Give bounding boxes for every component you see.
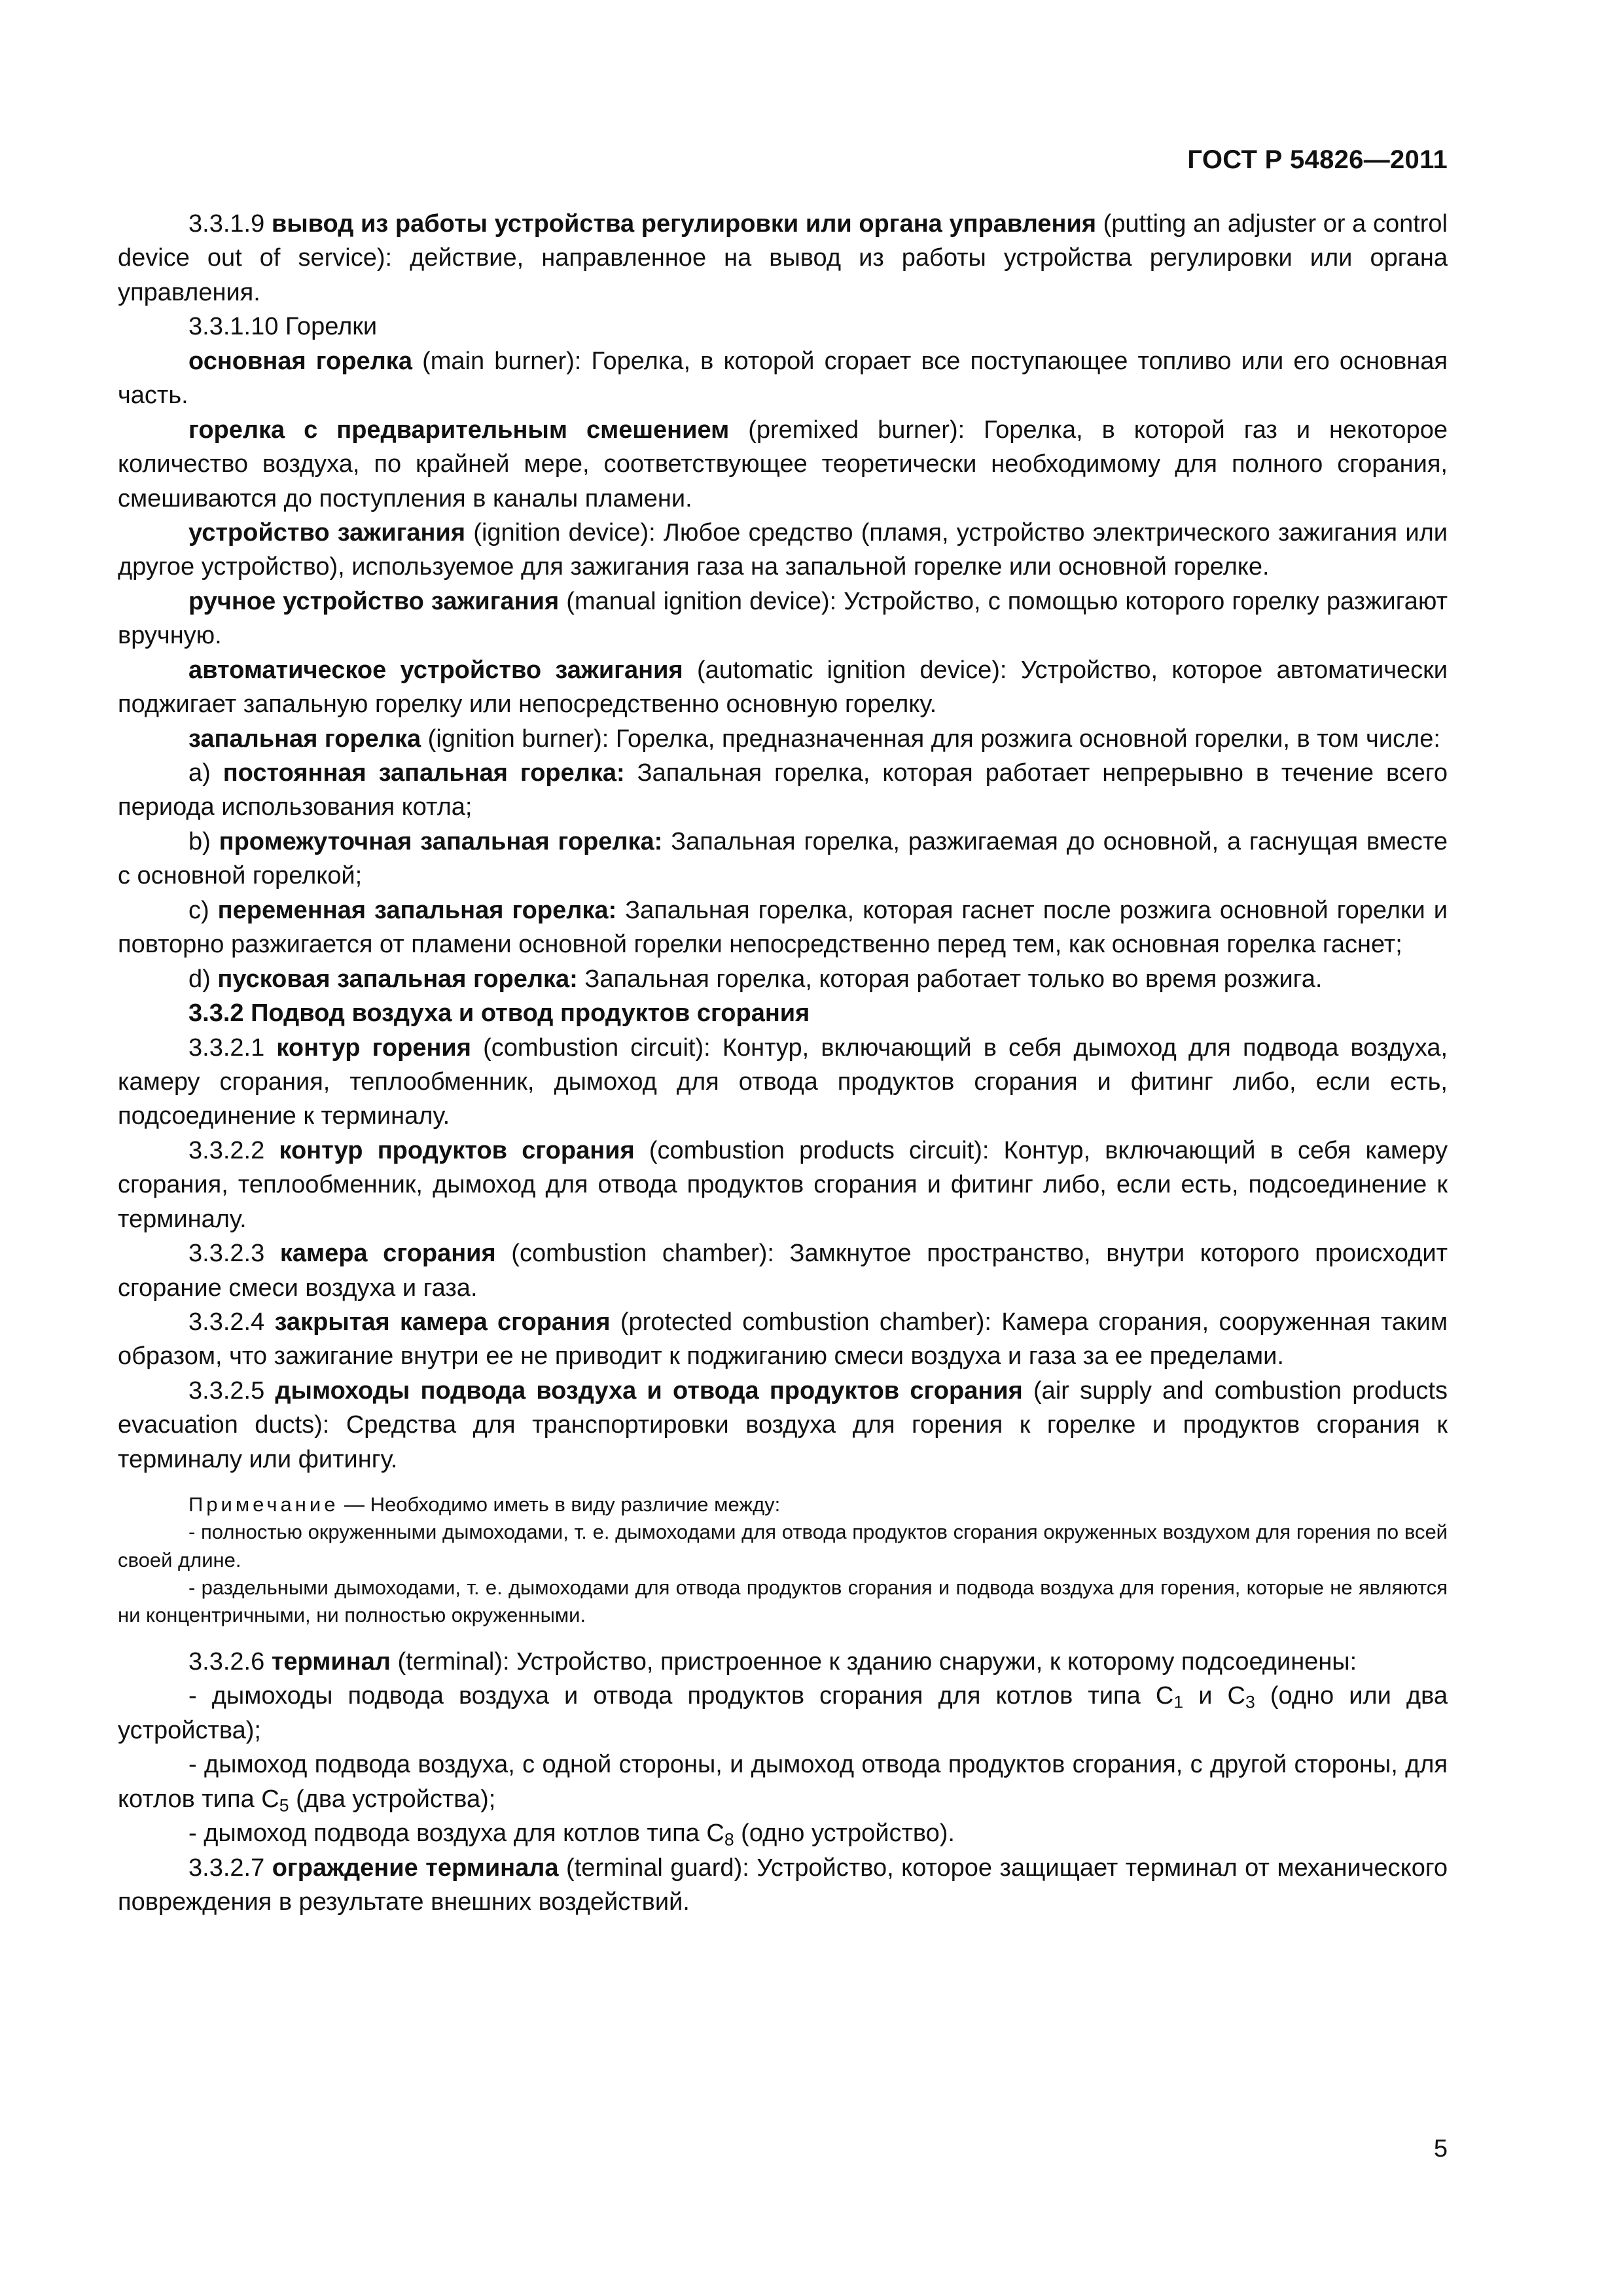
text-run: (ignition burner): Горелка, предназначенная для розжига основной горелки, в том числе: bbox=[421, 725, 1440, 753]
paragraph-p-3-3-2-3 bbox=[118, 1236, 1448, 1305]
term-bold: пусковая запальная горелка: bbox=[217, 965, 578, 993]
term-bold: 3.3.2 Подвод воздуха и отвод продуктов сгорания bbox=[188, 999, 810, 1028]
note-item-separate: - раздельными дымоходами, т. е. дымоходами для отвода продуктов сгорания и подвода воздуха для горения, которые не являются ни концентричными, ни полностью окруженными. bbox=[118, 1575, 1448, 1626]
note-block bbox=[118, 1491, 1448, 1629]
text-run: и С bbox=[1183, 1682, 1245, 1710]
text-run: c) bbox=[188, 896, 218, 924]
paragraph-p-ignition-burner bbox=[118, 722, 1448, 756]
text-run: 3.3.2.4 bbox=[188, 1308, 275, 1336]
text-run: 3.3.2.7 bbox=[188, 1854, 272, 1882]
paragraph-p-3-3-2-1 bbox=[118, 1031, 1448, 1134]
term-bold: постоянная запальная горелка: bbox=[223, 759, 625, 787]
text-run: - дымоход подвода воздуха для котлов типа С bbox=[188, 1820, 724, 1848]
text-run: Запальная горелка, которая работает непрерывно в течение всего периода использования котла; bbox=[118, 759, 1448, 821]
text-run: b) bbox=[188, 827, 219, 855]
text-run: Запальная горелка, которая гаснет после розжига основной горелки и повторно разжигается от пламени основной горелки непосредственно перед тем, как основная горелка гаснет; bbox=[118, 896, 1448, 959]
page-number: 5 bbox=[1433, 2135, 1448, 2162]
text-run: 3.3.2.1 bbox=[188, 1033, 277, 1062]
text-run: (два устройства); bbox=[289, 1785, 496, 1813]
text-run: 3.3.2.6 bbox=[188, 1647, 272, 1676]
paragraph-p-item-b bbox=[118, 825, 1448, 893]
paragraph-p-automatic-ignition bbox=[118, 653, 1448, 722]
text-run: - дымоход подвода воздуха, с одной стороны, и дымоход отвода продуктов сгорания, с другой стороны, для котлов типа С bbox=[118, 1751, 1448, 1813]
text-run: 3.3.2.5 bbox=[188, 1376, 276, 1405]
text-run: (automatic ignition device): Устройство, которое автоматически поджигает запальную горелку или непосредственно основную горелку. bbox=[118, 656, 1448, 719]
paragraphs-after-note bbox=[118, 1645, 1448, 1920]
text-run: d) bbox=[188, 965, 218, 993]
term-bold: терминал bbox=[271, 1647, 391, 1676]
text-run: (одно устройство). bbox=[734, 1820, 955, 1848]
paragraph-p-terminal-1 bbox=[118, 1679, 1448, 1748]
text-run: (terminal): Устройство, пристроенное к зданию снаружи, к которому подсоединены: bbox=[390, 1647, 1357, 1676]
text-run: Запальная горелка, которая работает только во время розжига. bbox=[577, 965, 1323, 993]
term-bold: вывод из работы устройства регулировки или органа управления bbox=[271, 210, 1096, 238]
paragraph-p-item-c bbox=[118, 893, 1448, 962]
text-run: (terminal guard): Устройство, которое защищает терминал от механического повреждения в результате внешних воздействий. bbox=[118, 1854, 1448, 1916]
text-run: (air supply and combustion products evacuation ducts): Средства для транспортировки воздуха для горения к горелке и продуктов сгорания к терминалу или фитингу. bbox=[118, 1376, 1448, 1473]
text-run: - дымоходы подвода воздуха и отвода продуктов сгорания для котлов типа С bbox=[188, 1682, 1174, 1710]
paragraph-p-3-3-2-2 bbox=[118, 1134, 1448, 1236]
note-dash: — bbox=[338, 1493, 370, 1516]
text-run: (combustion circuit): Контур, включающий в себя дымоход для подвода воздуха, камеру сгорания, теплообменник, дымоход для отвода продуктов сгорания и фитинг либо, если есть, подсоединение к терминалу. bbox=[118, 1033, 1448, 1130]
text-run: 3.3.2.3 bbox=[188, 1240, 280, 1268]
document-number-header: ГОСТ Р 54826—2011 bbox=[1187, 145, 1448, 174]
text-run: (ignition device): Любое средство (пламя, устройство электрического зажигания или другое устройство), используемое для зажигания газа на запальной горелке или основной горелке. bbox=[118, 518, 1448, 581]
paragraph-p-premixed-burner bbox=[118, 413, 1448, 516]
text-run: (combustion products circuit): Контур, включающий в себя камеру сгорания, теплообменник, дымоход для отвода продуктов сгорания и фитинг либо, если есть, подсоединение к терминалу. bbox=[118, 1136, 1448, 1233]
subscript: 5 bbox=[279, 1795, 289, 1816]
term-bold: устройство зажигания bbox=[188, 518, 466, 547]
text-run: a) bbox=[188, 759, 223, 787]
paragraph-p-3-3-2-5 bbox=[118, 1374, 1448, 1477]
paragraph-p-3-3-2-6 bbox=[118, 1645, 1448, 1679]
paragraph-p-main-burner bbox=[118, 344, 1448, 413]
document-body bbox=[118, 207, 1448, 1919]
term-bold: основная горелка bbox=[188, 347, 412, 375]
note-lead bbox=[118, 1491, 1448, 1518]
text-run: Запальная горелка, разжигаемая до основной, а гаснущая вместе с основной горелкой; bbox=[118, 827, 1448, 890]
text-run: 3.3.1.10 Горелки bbox=[188, 313, 378, 341]
text-run: 3.3.1.9 bbox=[188, 210, 272, 238]
subscript: 1 bbox=[1173, 1693, 1184, 1713]
paragraph-p-terminal-2 bbox=[118, 1748, 1448, 1816]
term-bold: запальная горелка bbox=[188, 725, 421, 753]
paragraph-p-3-3-2-4 bbox=[118, 1305, 1448, 1374]
text-run: (manual ignition device): Устройство, с помощью которого горелку разжигают вручную. bbox=[118, 587, 1448, 650]
term-bold: ручное устройство зажигания bbox=[188, 587, 560, 615]
text-run: (main burner): Горелка, в которой сгорает все поступающее топливо или его основная часть. bbox=[118, 347, 1448, 410]
paragraph-p-3-3-1-10 bbox=[118, 310, 1448, 344]
paragraphs-before-note bbox=[118, 207, 1448, 1477]
paragraph-p-terminal-3 bbox=[118, 1816, 1448, 1850]
text-run: (combustion chamber): Замкнутое пространство, внутри которого происходит сгорание смеси воздуха и газа. bbox=[118, 1240, 1448, 1302]
term-bold: автоматическое устройство зажигания bbox=[188, 656, 683, 684]
subscript: 8 bbox=[724, 1829, 734, 1850]
term-bold: горелка с предварительным смешением bbox=[188, 416, 730, 444]
term-bold: контур продуктов сгорания bbox=[279, 1136, 635, 1164]
paragraph-p-manual-ignition bbox=[118, 584, 1448, 653]
term-bold: камера сгорания bbox=[279, 1240, 496, 1268]
paragraph-p-item-a bbox=[118, 756, 1448, 825]
text-run: 3.3.2.2 bbox=[188, 1136, 279, 1164]
note-label: Примечание bbox=[188, 1493, 339, 1516]
term-bold: контур горения bbox=[276, 1033, 471, 1062]
text-run: (protected combustion chamber): Камера сгорания, сооруженная таким образом, что зажигание внутри ее не приводит к поджиганию смеси воздуха и газа за ее пределами. bbox=[118, 1308, 1448, 1371]
subscript: 3 bbox=[1245, 1693, 1255, 1713]
term-bold: закрытая камера сгорания bbox=[274, 1308, 611, 1336]
note-lead-text: Необходимо иметь в виду различие между: bbox=[370, 1493, 781, 1516]
paragraph-p-ignition-device bbox=[118, 516, 1448, 584]
note-item-full-enclosed: - полностью окруженными дымоходами, т. е. дымоходами для отвода продуктов сгорания окруженных воздухом для горения по всей своей длине. bbox=[118, 1520, 1448, 1571]
text-run: (putting an adjuster or a control device out of service): действие, направленное на вывод из работы устройства регулировки или органа управления. bbox=[118, 210, 1448, 306]
paragraph-p-3-3-1-9 bbox=[118, 207, 1448, 310]
term-bold: переменная запальная горелка: bbox=[217, 896, 617, 924]
term-bold: дымоходы подвода воздуха и отвода продуктов сгорания bbox=[275, 1376, 1023, 1405]
term-bold: ограждение терминала bbox=[272, 1854, 559, 1882]
text-run: (premixed burner): Горелка, в которой газ и некоторое количество воздуха, по крайней мере, соответствующее теоретически необходимому для полного сгорания, смешиваются до поступления в каналы пламени. bbox=[118, 416, 1448, 512]
paragraph-p-3-3-2 bbox=[118, 996, 1448, 1030]
term-bold: промежуточная запальная горелка: bbox=[219, 827, 663, 855]
text-run: (одно или два устройства); bbox=[118, 1682, 1448, 1744]
paragraph-p-item-d bbox=[118, 962, 1448, 996]
paragraph-p-3-3-2-7 bbox=[118, 1851, 1448, 1920]
